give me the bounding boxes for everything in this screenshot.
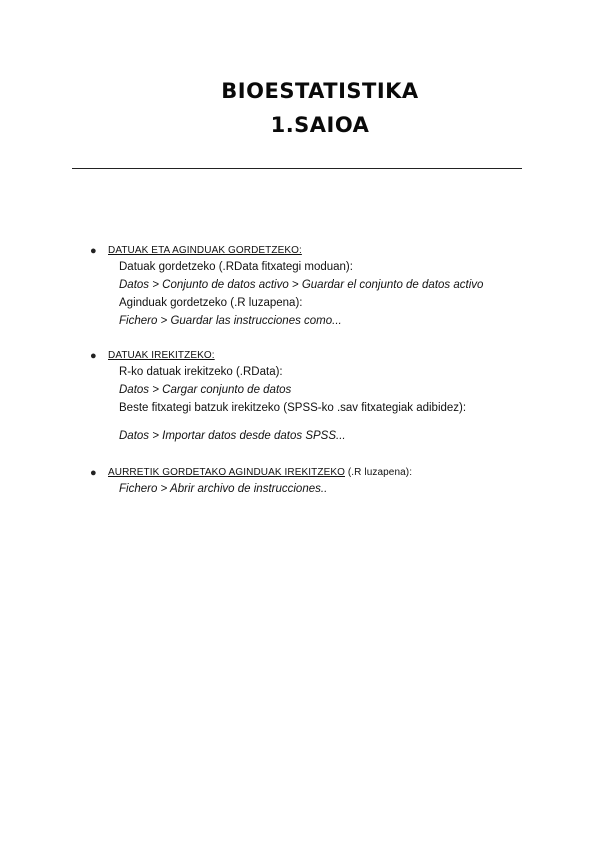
menu-path-text: Fichero > Guardar las instrucciones como... (119, 315, 342, 327)
menu-path-text: Fichero > Abrir archivo de instrucciones.. (119, 483, 328, 495)
section-heading-suffix: (.R luzapena): (344, 467, 413, 478)
bullet-icon: ● (90, 245, 97, 257)
menu-path-text: Datos > Importar datos desde datos SPSS... (119, 430, 346, 442)
instruction-text: Aginduak gordetzeko (.R luzapena): (119, 297, 303, 309)
title-block (0, 74, 600, 142)
section-heading: DATUAK IREKITZEKO: (108, 350, 215, 361)
section-heading-row (90, 349, 560, 363)
menu-path-text: Datos > Cargar conjunto de datos (119, 384, 292, 396)
section-heading-row (90, 466, 560, 480)
session-title: 1.SAIOA (270, 113, 370, 137)
title-divider (72, 168, 522, 169)
spacer (90, 417, 560, 427)
instruction-text: Datuak gordetzeko (.RData fitxategi moduan): (119, 261, 353, 273)
bullet-icon: ● (90, 350, 97, 362)
section-heading-row (90, 244, 560, 258)
section-heading-wrapper (108, 466, 412, 480)
instruction-text: R-ko datuak irekitzeko (.RData): (119, 366, 283, 378)
document-title: BIOESTATISTIKA (221, 79, 419, 103)
section-heading: DATUAK ETA AGINDUAK GORDETZEKO: (108, 245, 302, 256)
bullet-icon: ● (90, 467, 97, 479)
section-open (90, 349, 560, 445)
menu-path-text: Datos > Conjunto de datos activo > Guardar el conjunto de datos activo (119, 279, 484, 291)
section-open-instructions (90, 466, 560, 498)
section-save (90, 244, 560, 330)
section-heading: AURRETIK GORDETAKO AGINDUAK IREKITZEKO (108, 467, 345, 478)
instruction-text: Beste fitxategi batzuk irekitzeko (SPSS-ko .sav fitxategiak adibidez): (119, 402, 467, 414)
